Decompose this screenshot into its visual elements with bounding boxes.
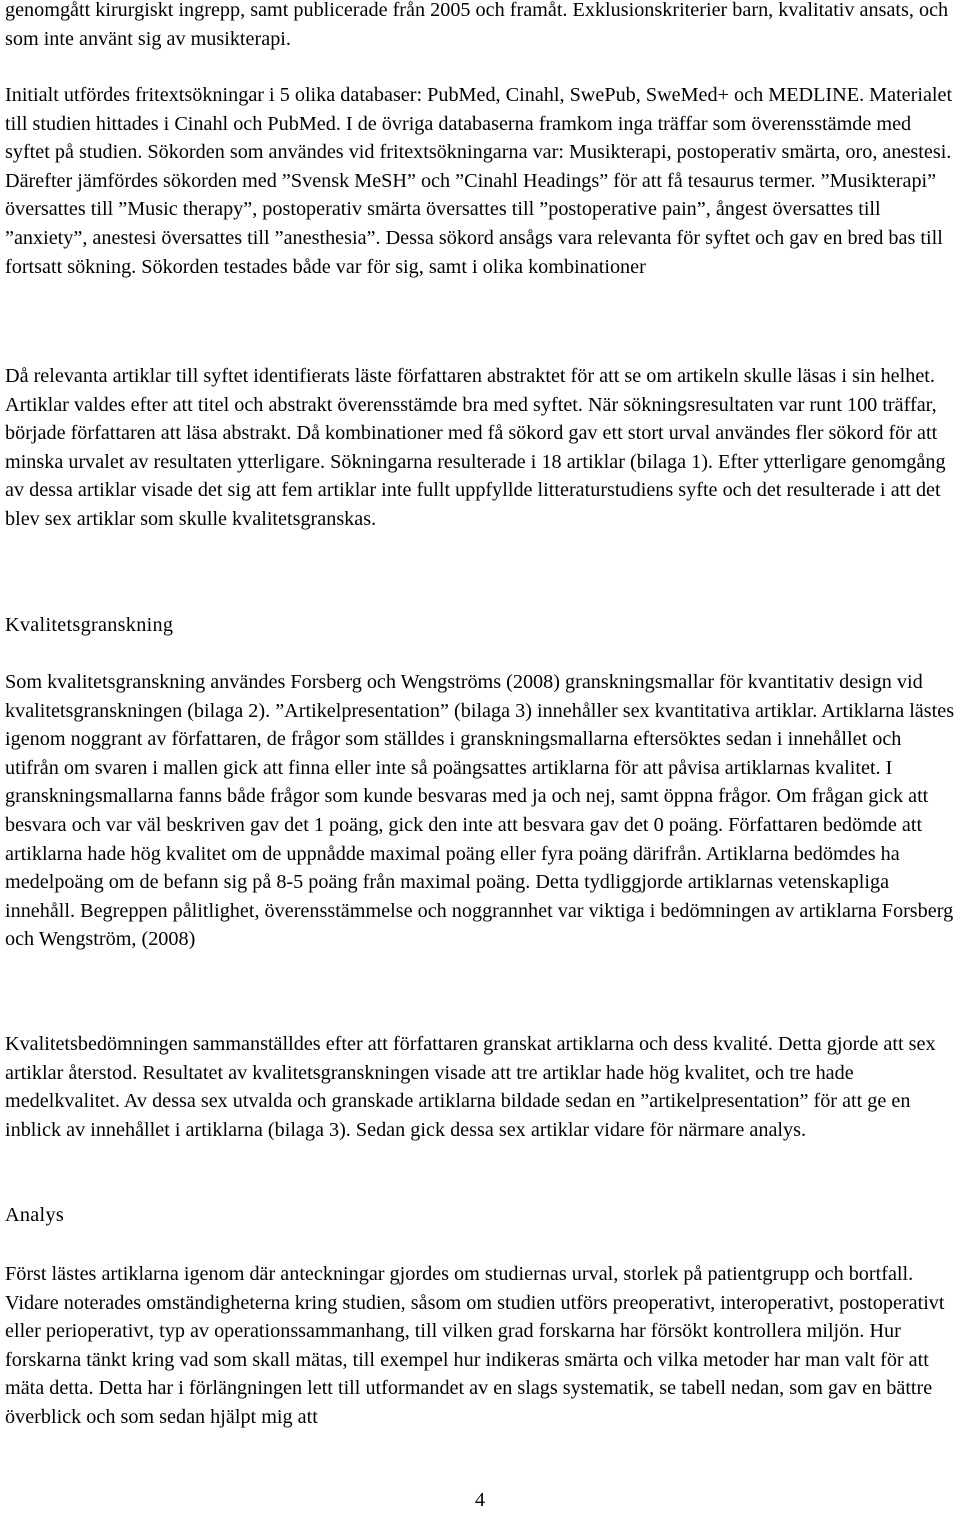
paragraph-analysis: Först lästes artiklarna igenom där anteckningar gjordes om studiernas urval, storlek på patientgrupp och bortfall. Vidare noterades omständigheterna kring studien, såsom om studien utförs preoperativt, interoperativt, postoperativt eller perioperativt, typ av operationssammanhang, till vilken grad forskarna har försökt kontrollera miljön. Hur forskarna tänkt kring vad som skall mätas, till exempel hur indikeras smärta och vilka metoder har man valt för att mäta detta. Detta har i förlängningen lett till utformandet av en slags systematik, se tabell nedan, som gav en bättre överblick och som sedan hjälpt mig att — [5, 1263, 945, 1428]
paragraph-article-selection: Då relevanta artiklar till syftet identifierats läste författaren abstraktet för att se om artikeln skulle läsas i sin helhet. Artiklar valdes efter att titel och abstrakt överensstämde bra med syftet. När sökningsresultaten var runt 100 träffar, började författaren att läsa abstrakt. Då kombinationer med få sökord gav ett stort urval användes fler sökord för att minska urvalet av resultaten ytterligare. Sökningarna resulterade i 18 artiklar (bilaga 1). Efter ytterligare genomgång av dessa artiklar visade det sig att fem artiklar inte fullt uppfyllde litteraturstudiens syfte och det resulterade i att det blev sex artiklar som skulle kvalitetsgranskas. — [5, 365, 946, 530]
paragraph-quality-review: Som kvalitetsgranskning användes Forsberg och Wengströms (2008) granskningsmallar för kvantitativ design vid kvalitetsgranskningen (bilaga 2). ”Artikelpresentation” (bilaga 3) innehåller sex kvantitativa artiklar. Artiklarna lästes igenom noggrant av författaren, de frågor som ställdes i granskningsmallarna eftersöktes sedan i innehållet och utifrån om svaren i mallen gick att finna eller inte så poängsattes artiklarna för att påvisa artiklarnas kvalitet. I granskningsmallarna fanns både frågor som kunde besvaras med ja och nej, samt öppna frågor. Om frågan gick att besvara och var väl beskriven gav det 1 poäng, gick den inte att besvara gav det 0 poäng. Författaren bedömde att artiklarna hade hög kvalitet om de uppnådde maximal poäng eller fyra poäng därifrån. Artiklarna bedömdes ha medelpoäng om de befann sig på 8-5 poäng från maximal poäng. Detta tydliggjorde artiklarnas vetenskapliga innehåll. Begreppen pålitlighet, överensstämmelse och noggrannhet var viktiga i bedömningen av artiklarna Forsberg och Wengström, (2008) — [5, 671, 955, 951]
heading-kvalitetsgranskning: Kvalitetsgranskning — [5, 614, 174, 636]
paragraph-quality-summary: Kvalitetsbedömningen sammanställdes efter att författaren granskat artiklarna och dess kvalité. Detta gjorde att sex artiklar återstod. Resultatet av kvalitetsgranskningen visade att tre artiklar hade hög kvalitet, och tre hade medelkvalitet. Av dessa sex utvalda och granskade artiklarna bildade sedan en ”artikelpresentation” för att ge en inblick av innehållet i artiklarna (bilaga 3). Sedan gick dessa sex artiklar vidare för närmare analys. — [5, 1033, 936, 1141]
page-number: 4 — [475, 1489, 485, 1511]
heading-analys: Analys — [5, 1204, 64, 1226]
paragraph-inclusion-criteria: genomgått kirurgiskt ingrepp, samt publicerade från 2005 och framåt. Exklusionskriterier barn, kvalitativ ansats, och som inte använt sig av musikterapi. — [5, 0, 949, 50]
paragraph-database-search: Initialt utfördes fritextsökningar i 5 olika databaser: PubMed, Cinahl, SwePub, SweMed+ och MEDLINE. Materialet till studien hittades i Cinahl och PubMed. I de övriga databaserna framkom inga träffar som överensstämde med syftet på studien. Sökorden som användes vid fritextsökningarna var: Musikterapi, postoperativ smärta, oro, anestesi. Därefter jämfördes sökorden med ”Svensk MeSH” och ”Cinahl Headings” för att få tesaurus termer. ”Musikterapi” översattes till ”Music therapy”, postoperativ smärta översattes till ”postoperative pain”, ångest översattes till ”anxiety”, anestesi översattes till ”anesthesia”. Dessa sökord ansågs vara relevanta för syftet och gav en bred bas till fortsatt sökning. Sökorden testades både var för sig, samt i olika kombinationer — [5, 84, 953, 278]
